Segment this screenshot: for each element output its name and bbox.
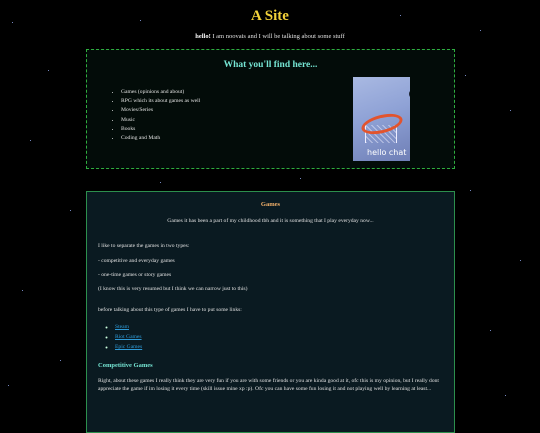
image-caption: hello chat <box>367 148 407 157</box>
links-lead: before talking about this type of games I have to put some links: <box>98 307 242 313</box>
type-item: - one-time games or story games <box>98 272 172 278</box>
type-item: - competitive and everyday games <box>98 258 175 264</box>
topic-item: • Music <box>121 116 200 125</box>
link-steam[interactable]: Steam <box>115 324 129 330</box>
site-title: A Site <box>251 8 289 24</box>
games-title: Games <box>260 201 281 208</box>
topic-item: • Coding and Math <box>121 134 200 143</box>
link-epic-games[interactable]: Epic Games <box>115 344 143 350</box>
competitive-heading: Competitive Games <box>98 362 153 369</box>
intro-text: I am noovais and I will be talking about some stuff <box>210 33 345 40</box>
link-riot-games[interactable]: Riot Games <box>115 334 142 340</box>
competitive-text: Right, about these games I really think they are very fun if you are with some friends or you are kinda good at it, ofc this is my opinion, but I really dont appreciate the game if im losing it every time (skill issue mine xp :p). Ofc you can have some fun losing it and not playing well by learning at least... <box>98 378 439 392</box>
ball <box>409 89 410 99</box>
types-lead: I like to separate the games in two types: <box>98 243 190 249</box>
types-note: (I know this is very resumed but I think we can narrow just to this) <box>98 286 248 292</box>
topic-item: • RPG which its about games as well <box>121 97 200 106</box>
overview-box <box>86 49 455 169</box>
topics-list <box>113 88 200 143</box>
game-links-list <box>107 322 142 352</box>
topic-item: • Games (opinions and about) <box>121 88 200 97</box>
link-item <box>115 322 142 332</box>
intro-greeting: hello! <box>195 33 211 40</box>
games-box <box>86 191 455 433</box>
topic-item: • Books <box>121 125 200 134</box>
basketball-hoop-image <box>353 77 410 161</box>
games-intro: Games it has been a part of my childhood tbh and it is something that I play everyday now... <box>167 218 374 224</box>
topic-item: • Movies/Series <box>121 106 200 115</box>
intro-line <box>0 33 540 40</box>
link-item <box>115 342 142 352</box>
overview-heading: What you'll find here... <box>223 60 318 70</box>
link-item <box>115 332 142 342</box>
